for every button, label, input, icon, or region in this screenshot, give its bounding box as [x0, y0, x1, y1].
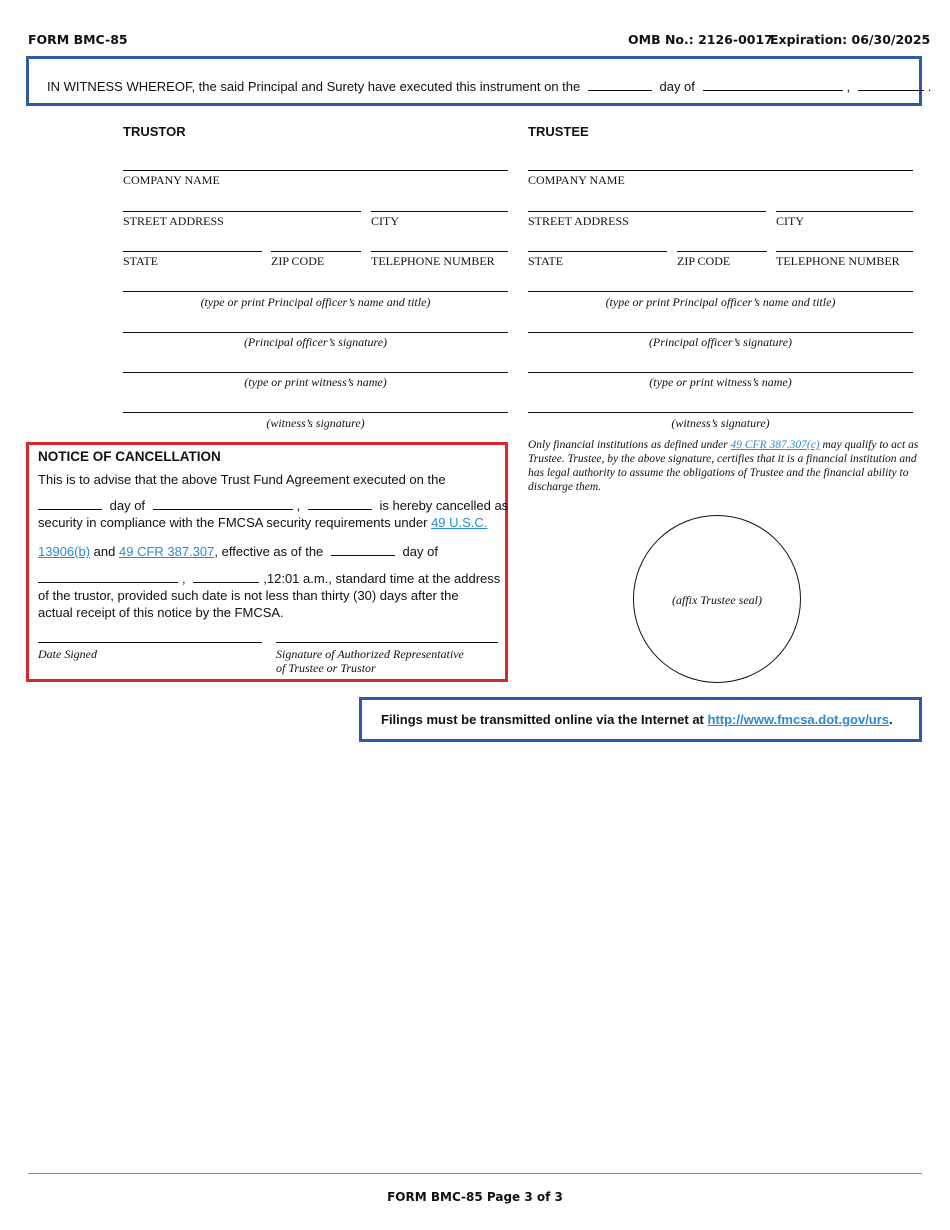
notice-day-of-2: day of [402, 544, 438, 559]
witness-box [26, 56, 932, 106]
trustee-zip-label: ZIP CODE [677, 254, 731, 268]
notice-line-3-text: security in compliance with the FMCSA security requirements under [38, 515, 428, 530]
cfr-link[interactable]: 49 CFR 387.307 [119, 544, 215, 559]
footer-page-label: FORM BMC-85 Page 3 of 3 [387, 1190, 563, 1204]
notice-of-cancellation-box [26, 442, 508, 682]
trustee-witness-signature-label: (witness’s signature) [671, 416, 770, 430]
trustee-state-label: STATE [528, 254, 564, 268]
trustee-witness-signature-line[interactable] [528, 412, 913, 413]
trustor-witness-name-label: (type or print witness’s name) [244, 375, 387, 389]
notice-comma-2: , [182, 571, 186, 586]
witness-statement [47, 78, 931, 94]
notice-line-4 [38, 543, 438, 559]
footer-divider [28, 1173, 922, 1174]
trustee-title: TRUSTEE [528, 124, 589, 139]
trustee-seal-circle [633, 515, 801, 683]
trustor-officer-name-line[interactable] [123, 291, 508, 292]
notice-and: and [93, 544, 116, 559]
trustee-phone-label: TELEPHONE NUMBER [776, 254, 900, 268]
trustee-zip-line[interactable] [677, 251, 767, 252]
trustee-city-label: CITY [776, 214, 804, 228]
notice-line-2 [38, 497, 508, 513]
seal-label: (affix Trustee seal) [672, 593, 762, 607]
trustor-company-label: COMPANY NAME [123, 173, 220, 187]
trustor-phone-label: TELEPHONE NUMBER [371, 254, 495, 268]
filings-statement [381, 712, 893, 727]
authorized-signature-line[interactable] [276, 642, 498, 643]
filings-box [359, 697, 922, 742]
trustor-zip-label: ZIP CODE [271, 254, 325, 268]
notice-day-of: day of [109, 498, 146, 513]
trustee-officer-name-label: (type or print Principal officer’s name and title) [605, 295, 836, 309]
trustee-street-label: STREET ADDRESS [528, 214, 629, 228]
notice-effective-day-field[interactable] [331, 543, 395, 556]
usc-link-part-1[interactable]: 49 U.S.C. [431, 515, 488, 530]
witness-day-of: day of [659, 79, 695, 94]
filings-period: . [889, 712, 893, 727]
trustor-company-line[interactable] [123, 170, 508, 171]
notice-day-field[interactable] [38, 497, 102, 510]
trustor-city-label: CITY [371, 214, 399, 228]
trustor-zip-line[interactable] [271, 251, 361, 252]
authorized-signature-label-1: Signature of Authorized Representative [276, 647, 464, 661]
notice-title: NOTICE OF CANCELLATION [38, 449, 221, 464]
witness-year-field[interactable] [858, 78, 924, 91]
date-signed-label: Date Signed [38, 647, 97, 661]
trustee-street-line[interactable] [528, 211, 766, 212]
filings-text: Filings must be transmitted online via the Internet at [381, 712, 704, 727]
trustor-street-label: STREET ADDRESS [123, 214, 224, 228]
notice-effective: , effective as of the [214, 544, 324, 559]
trustor-street-line[interactable] [123, 211, 361, 212]
date-signed-line[interactable] [38, 642, 262, 643]
witness-period: . [927, 79, 932, 94]
cfr-387-307c-link[interactable]: 49 CFR 387.307(c) [730, 439, 820, 451]
notice-year-field[interactable] [308, 497, 372, 510]
trustor-officer-signature-label: (Principal officer’s signature) [243, 335, 388, 349]
trustee-company-line[interactable] [528, 170, 913, 171]
trustor-witness-name-line[interactable] [123, 372, 508, 373]
trustee-note-after: may qualify to act as Trustee. Trustee, by the above signature, certifies that it is a financial institution and has legal authority to assume the obligations of Trustee and the financial ability to discharge them. [528, 439, 919, 493]
notice-month-field[interactable] [153, 497, 293, 510]
notice-line-1: This is to advise that the above Trust Fund Agreement executed on the [38, 472, 446, 487]
witness-comma: , [846, 79, 851, 94]
notice-line-3 [38, 515, 487, 530]
notice-line-7: actual receipt of this notice by the FMCSA. [38, 605, 284, 620]
notice-line-6: of the trustor, provided such date is not less than thirty (30) days after the [38, 588, 459, 603]
trustee-phone-line[interactable] [776, 251, 913, 252]
notice-line-5 [38, 570, 500, 586]
notice-comma-1: , [296, 498, 301, 513]
notice-effective-month-field[interactable] [38, 570, 178, 583]
trustee-state-line[interactable] [528, 251, 667, 252]
trustor-phone-line[interactable] [371, 251, 508, 252]
witness-day-field[interactable] [588, 78, 652, 91]
trustee-qualification-note [528, 438, 920, 494]
trustee-officer-signature-label: (Principal officer’s signature) [648, 335, 793, 349]
trustee-city-line[interactable] [776, 211, 913, 212]
usc-link-part-2[interactable]: 13906(b) [38, 544, 91, 559]
expiration-date: Expiration: 06/30/2025 [770, 32, 931, 47]
trustee-officer-name-line[interactable] [528, 291, 913, 292]
trustor-title: TRUSTOR [123, 124, 186, 139]
notice-comma-3: , [263, 571, 267, 586]
trustor-witness-signature-label: (witness’s signature) [266, 416, 365, 430]
trustee-witness-name-label: (type or print witness’s name) [649, 375, 792, 389]
authorized-signature-label-2: of Trustee or Trustor [276, 661, 376, 675]
form-id: FORM BMC-85 [28, 32, 128, 47]
trustor-officer-name-label: (type or print Principal officer’s name and title) [200, 295, 431, 309]
trustor-state-line[interactable] [123, 251, 262, 252]
trustee-officer-signature-line[interactable] [528, 332, 913, 333]
trustor-witness-signature-line[interactable] [123, 412, 508, 413]
notice-cancelled-text: is hereby cancelled as [379, 498, 509, 513]
trustor-officer-signature-line[interactable] [123, 332, 508, 333]
witness-month-field[interactable] [703, 78, 843, 91]
fmcsa-urs-link[interactable]: http://www.fmcsa.dot.gov/urs [707, 712, 890, 727]
trustee-note-before: Only financial institutions as defined under [528, 439, 728, 451]
witness-text: IN WITNESS WHEREOF, the said Principal and Surety have executed this instrument on the [47, 79, 581, 94]
trustor-city-line[interactable] [371, 211, 508, 212]
trustee-witness-name-line[interactable] [528, 372, 913, 373]
omb-number: OMB No.: 2126-0017 [628, 32, 773, 47]
trustee-company-label: COMPANY NAME [528, 173, 625, 187]
notice-effective-year-field[interactable] [193, 570, 259, 583]
trustor-state-label: STATE [123, 254, 159, 268]
notice-time-text: 12:01 a.m., standard time at the address [266, 571, 501, 586]
